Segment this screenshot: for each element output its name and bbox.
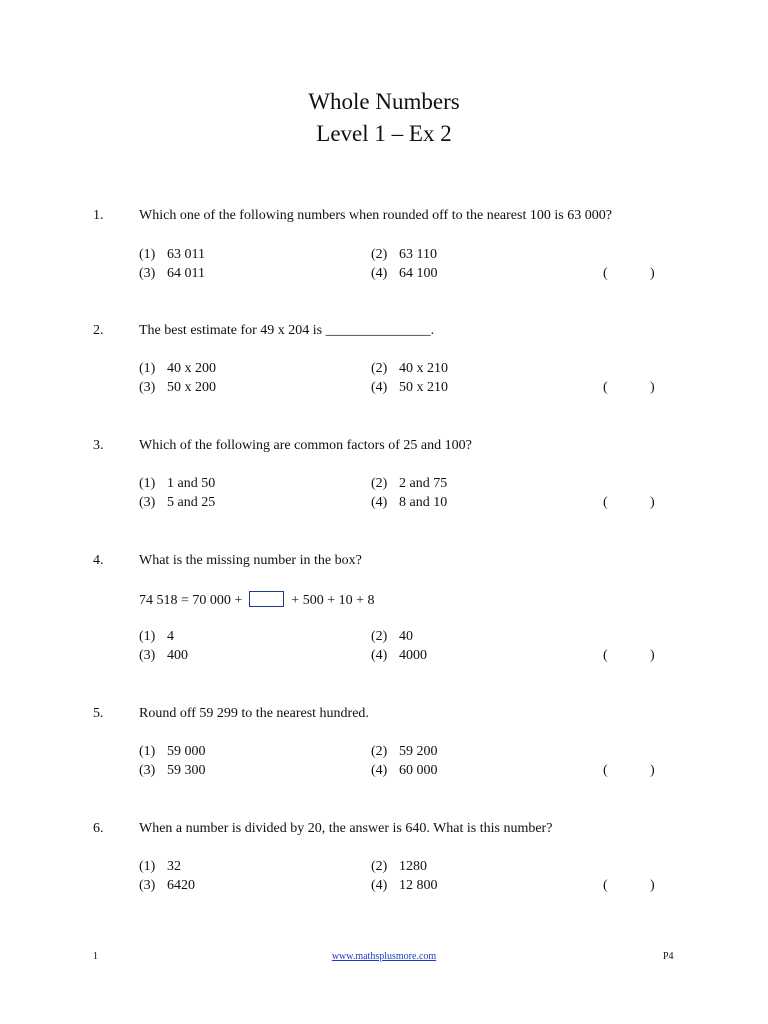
answer-paren-open: (	[603, 380, 608, 395]
option-value: 60 000	[399, 763, 438, 778]
answer-paren-open: (	[603, 648, 608, 663]
answer-paren-open: (	[603, 266, 608, 281]
option-number: (4)	[371, 495, 388, 510]
option-4	[371, 380, 448, 396]
option-1	[139, 629, 174, 645]
option-number: (3)	[139, 495, 156, 510]
option-number: (2)	[371, 476, 388, 491]
question-number: 5.	[93, 706, 104, 721]
option-value: 4000	[399, 648, 427, 663]
option-value: 2 and 75	[399, 476, 448, 491]
option-value: 4	[167, 629, 174, 644]
option-number: (2)	[371, 629, 388, 644]
equation-left: 74 518 = 70 000 +	[139, 593, 243, 608]
option-value: 63 110	[399, 247, 437, 262]
option-number: (4)	[371, 763, 388, 778]
website-link[interactable]: www.mathsplusmore.com	[331, 951, 437, 962]
option-number: (1)	[139, 859, 156, 874]
option-value: 400	[167, 648, 188, 663]
question-text: What is the missing number in the box?	[139, 553, 362, 568]
option-number: (1)	[139, 476, 156, 491]
title-line-1: Whole Numbers	[308, 89, 460, 114]
option-value: 40	[399, 629, 413, 644]
option-4	[371, 495, 447, 511]
option-number: (3)	[139, 380, 156, 395]
option-3	[139, 763, 206, 779]
option-number: (2)	[371, 361, 388, 376]
answer-paren-open: (	[603, 878, 608, 893]
option-value: 63 011	[167, 247, 205, 262]
worksheet-title	[0, 86, 768, 150]
answer-paren-open: (	[603, 495, 608, 510]
option-value: 8 and 10	[399, 495, 448, 510]
option-number: (4)	[371, 648, 388, 663]
answer-paren-close: )	[650, 266, 655, 281]
question-text: Which one of the following numbers when rounded off to the nearest 100 is 63 000?	[139, 208, 612, 223]
option-1	[139, 859, 181, 875]
answer-paren-close: )	[650, 495, 655, 510]
option-2	[371, 629, 413, 645]
question-number: 4.	[93, 553, 104, 568]
option-value: 1 and 50	[167, 476, 216, 491]
option-2	[371, 859, 427, 875]
option-value: 40 x 200	[167, 361, 216, 376]
answer-paren-close: )	[650, 878, 655, 893]
option-number: (3)	[139, 266, 156, 281]
option-4	[371, 878, 438, 894]
level-label: P4	[663, 951, 674, 962]
option-2	[371, 247, 437, 263]
option-number: (2)	[371, 859, 388, 874]
option-number: (4)	[371, 380, 388, 395]
option-value: 50 x 200	[167, 380, 216, 395]
option-number: (4)	[371, 878, 388, 893]
option-4	[371, 648, 427, 664]
equation	[139, 591, 374, 609]
option-1	[139, 744, 206, 760]
missing-number-box[interactable]	[249, 591, 284, 607]
option-number: (1)	[139, 247, 156, 262]
option-3	[139, 648, 188, 664]
question-text: When a number is divided by 20, the answer is 640. What is this number?	[139, 821, 553, 836]
question-number: 1.	[93, 208, 104, 223]
option-value: 50 x 210	[399, 380, 448, 395]
option-number: (3)	[139, 763, 156, 778]
option-3	[139, 380, 216, 396]
question-number: 3.	[93, 438, 104, 453]
option-4	[371, 763, 438, 779]
option-number: (1)	[139, 744, 156, 759]
option-value: 5 and 25	[167, 495, 216, 510]
question-text: Round off 59 299 to the nearest hundred.	[139, 706, 369, 721]
option-3	[139, 266, 205, 282]
option-3	[139, 878, 195, 894]
page-number: 1	[93, 951, 98, 962]
option-number: (2)	[371, 744, 388, 759]
option-4	[371, 266, 438, 282]
question-number: 6.	[93, 821, 104, 836]
option-3	[139, 495, 215, 511]
option-number: (1)	[139, 629, 156, 644]
option-value: 6420	[167, 878, 195, 893]
option-number: (2)	[371, 247, 388, 262]
option-value: 59 300	[167, 763, 206, 778]
option-value: 32	[167, 859, 181, 874]
title-line-2: Level 1 – Ex 2	[316, 121, 452, 146]
option-value: 1280	[399, 859, 427, 874]
option-value: 64 100	[399, 266, 438, 281]
option-1	[139, 247, 205, 263]
option-number: (3)	[139, 878, 156, 893]
answer-paren-open: (	[603, 763, 608, 778]
option-number: (1)	[139, 361, 156, 376]
answer-paren-close: )	[650, 380, 655, 395]
option-value: 59 000	[167, 744, 206, 759]
option-2	[371, 476, 447, 492]
option-value: 59 200	[399, 744, 438, 759]
equation-right: + 500 + 10 + 8	[291, 593, 375, 608]
option-2	[371, 361, 448, 377]
option-2	[371, 744, 438, 760]
option-1	[139, 476, 215, 492]
option-value: 40 x 210	[399, 361, 448, 376]
option-value: 12 800	[399, 878, 438, 893]
question-text: Which of the following are common factors of 25 and 100?	[139, 438, 472, 453]
answer-paren-close: )	[650, 763, 655, 778]
option-number: (4)	[371, 266, 388, 281]
option-value: 64 011	[167, 266, 205, 281]
answer-paren-close: )	[650, 648, 655, 663]
question-number: 2.	[93, 323, 104, 338]
option-1	[139, 361, 216, 377]
question-text: The best estimate for 49 x 204 is _______________.	[139, 323, 435, 338]
option-number: (3)	[139, 648, 156, 663]
